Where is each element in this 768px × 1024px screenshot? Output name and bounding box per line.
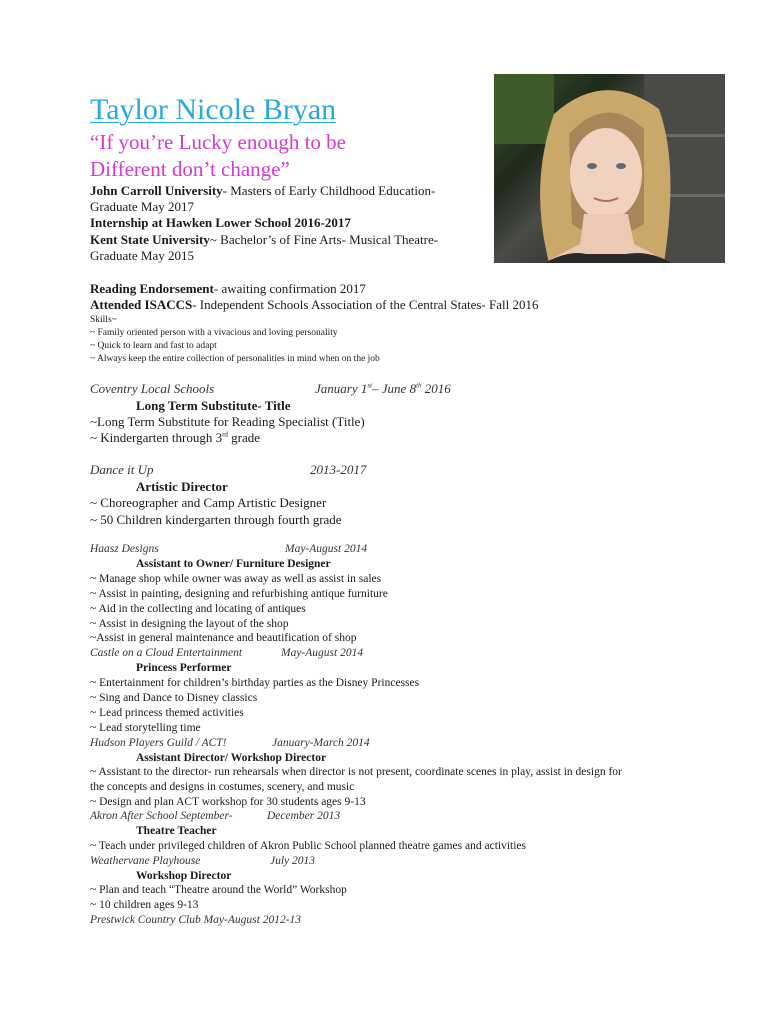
internship: Internship at Hawken Lower School 2016-2017	[90, 215, 351, 230]
castle-title: Princess Performer	[136, 662, 232, 674]
education-ksu	[90, 232, 438, 248]
haasz-item: ~ Assist in designing the layout of the shop	[90, 618, 289, 630]
hudson-title: Assistant Director/ Workshop Director	[136, 752, 327, 764]
coventry-dates: January 1st– June 8th 2016	[315, 381, 451, 396]
weathervane-line-1: ~ Plan and teach “Theatre around the World” Workshop	[90, 884, 347, 896]
dance-dates: 2013-2017	[310, 462, 367, 477]
akron-title: Theatre Teacher	[136, 825, 217, 837]
dance-org: Dance it Up	[90, 462, 154, 477]
jcu-detail: - Masters of Early Childhood Education-	[222, 183, 436, 198]
profile-photo	[494, 74, 725, 263]
ksu-name: Kent State University	[90, 232, 210, 247]
haasz-dates: May-August 2014	[285, 543, 368, 555]
motto-line-1: “If you’re Lucky enough to be	[90, 130, 346, 154]
jcu-graduation: Graduate May 2017	[90, 199, 194, 214]
weathervane-title: Workshop Director	[136, 870, 232, 882]
castle-item: ~ Sing and Dance to Disney classics	[90, 692, 258, 704]
skill-item: ~ Always keep the entire collection of personalities in mind when on the job	[90, 354, 380, 364]
akron-dates: December 2013	[267, 810, 341, 822]
reading-label: Reading Endorsement	[90, 281, 214, 296]
ksu-detail: ~ Bachelor’s of Fine Arts- Musical Theatre-	[209, 232, 439, 247]
portrait-illustration	[494, 74, 725, 263]
weathervane-dates: July 2013	[270, 855, 316, 867]
castle-item: ~ Entertainment for children’s birthday parties as the Disney Princesses	[90, 677, 420, 689]
hudson-line-3: ~ Design and plan ACT workshop for 30 students ages 9-13	[90, 796, 366, 808]
skill-item: ~ Family oriented person with a vivacious and loving personality	[90, 328, 338, 338]
isaccs-detail: - Independent Schools Association of the Central States- Fall 2016	[192, 297, 539, 312]
skills-heading: Skills~	[90, 315, 117, 325]
haasz-item: ~ Manage shop while owner was away as well as assist in sales	[90, 573, 382, 585]
castle-item: ~ Lead princess themed activities	[90, 707, 244, 719]
isaccs-label: Attended ISACCS	[90, 297, 193, 312]
haasz-item: ~Assist in general maintenance and beautification of shop	[90, 632, 357, 644]
hudson-org: Hudson Players Guild / ACT!	[90, 737, 227, 749]
ksu-graduation: Graduate May 2015	[90, 248, 194, 263]
coventry-line-1: ~Long Term Substitute for Reading Specialist (Title)	[90, 414, 365, 429]
coventry-org: Coventry Local Schools	[90, 381, 215, 396]
hudson-dates: January-March 2014	[272, 737, 370, 749]
reading-detail: - awaiting confirmation 2017	[213, 281, 366, 296]
jcu-name: John Carroll University	[90, 183, 223, 198]
castle-org: Castle on a Cloud Entertainment	[90, 647, 243, 659]
education-jcu	[90, 183, 435, 199]
dance-line-2: ~ 50 Children kindergarten through fourth grade	[90, 512, 342, 527]
haasz-org: Haasz Designs	[90, 543, 159, 555]
reading-endorsement	[90, 281, 366, 297]
candidate-name: Taylor Nicole Bryan	[90, 93, 337, 126]
akron-org: Akron After School September-	[90, 810, 233, 822]
haasz-title: Assistant to Owner/ Furniture Designer	[136, 558, 331, 570]
dance-title: Artistic Director	[136, 479, 228, 494]
motto-line-2: Different don’t change”	[90, 157, 290, 181]
weathervane-org: Weathervane Playhouse	[90, 855, 201, 867]
prestwick-org: Prestwick Country Club May-August 2012-13	[90, 914, 302, 926]
haasz-item: ~ Assist in painting, designing and refurbishing antique furniture	[90, 588, 388, 600]
castle-item: ~ Lead storytelling time	[90, 722, 201, 734]
coventry-line-2: ~ Kindergarten through 3rd grade	[90, 430, 261, 445]
coventry-title: Long Term Substitute- Title	[136, 398, 291, 413]
castle-dates: May-August 2014	[281, 647, 364, 659]
weathervane-line-2: ~ 10 children ages 9-13	[90, 899, 199, 911]
hudson-line-2: the concepts and designs in costumes, scenery, and music	[90, 781, 355, 793]
dance-line-1: ~ Choreographer and Camp Artistic Designer	[90, 495, 327, 510]
haasz-item: ~ Aid in the collecting and locating of antiques	[90, 603, 306, 615]
hudson-line-1: ~ Assistant to the director- run rehearsals when director is not present, coordinate scenes in play, assist in design for	[90, 766, 622, 778]
isaccs	[90, 297, 538, 313]
akron-line-1: ~ Teach under privileged children of Akron Public School planned theatre games and activities	[90, 840, 527, 852]
skill-item: ~ Quick to learn and fast to adapt	[90, 341, 217, 351]
